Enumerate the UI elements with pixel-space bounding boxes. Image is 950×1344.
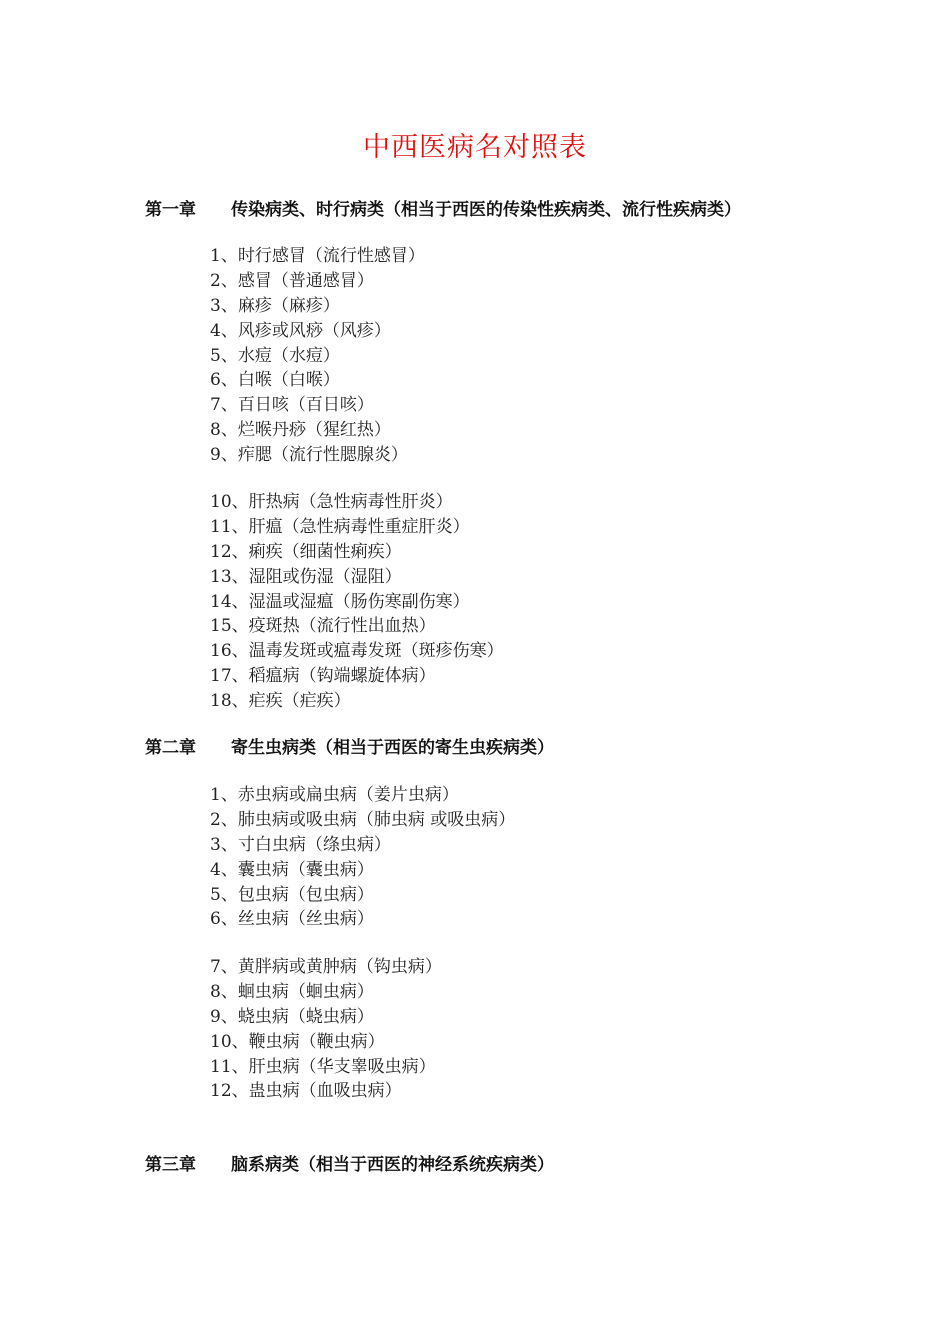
chapter-2-list-b [210, 955, 442, 1104]
list-item: 12、蛊虫病（血吸虫病） [210, 1081, 402, 1102]
chapter-heading-3 [145, 1152, 554, 1178]
list-item: 7、百日咳（百日咳） [210, 395, 374, 416]
list-item: 18、疟疾（疟疾） [210, 691, 351, 712]
list-item: 8、烂喉丹痧（猩红热） [210, 420, 391, 441]
list-item: 4、风疹或风痧（风疹） [210, 320, 391, 341]
list-item: 6、白喉（白喉） [210, 370, 340, 391]
list-item: 9、痄腮（流行性腮腺炎） [210, 445, 408, 466]
list-item: 3、麻疹（麻疹） [210, 295, 340, 316]
list-item: 10、鞭虫病（鞭虫病） [210, 1031, 385, 1052]
list-item: 6、丝虫病（丝虫病） [210, 909, 374, 930]
list-item: 13、湿阻或伤湿（湿阻） [210, 566, 402, 587]
document-title: 中西医病名对照表 [363, 132, 587, 163]
list-item: 16、温毒发斑或瘟毒发斑（斑疹伤寒） [210, 641, 504, 662]
chapter-title: 寄生虫病类（相当于西医的寄生虫疾病类） [231, 738, 554, 758]
list-item: 1、赤虫病或扁虫病（姜片虫病） [210, 785, 459, 805]
list-item: 5、水痘（水痘） [210, 345, 340, 366]
list-item: 2、感冒（普通感冒） [210, 270, 374, 291]
list-item: 4、囊虫病（囊虫病） [210, 859, 374, 880]
chapter-number: 第二章 [145, 738, 196, 758]
list-item: 2、肺虫病或吸虫病（肺虫病 或吸虫病） [210, 809, 516, 830]
list-item: 17、稻瘟病（钩端螺旋体病） [210, 666, 436, 687]
list-item: 11、肝瘟（急性病毒性重症肝炎） [210, 516, 470, 537]
chapter-title: 脑系病类（相当于西医的神经系统疾病类） [231, 1155, 554, 1175]
list-item: 8、蛔虫病（蛔虫病） [210, 981, 374, 1002]
chapter-1-list-b [210, 490, 504, 714]
list-item: 1、时行感冒（流行性感冒） [210, 246, 425, 266]
chapter-2-list-a [210, 783, 515, 932]
list-item: 15、疫斑热（流行性出血热） [210, 616, 436, 637]
list-item: 7、黄胖病或黄肿病（钩虫病） [210, 957, 442, 977]
list-item: 10、肝热病（急性病毒性肝炎） [210, 492, 453, 512]
list-item: 12、痢疾（细菌性痢疾） [210, 541, 402, 562]
list-item: 14、湿温或湿瘟（肠伤寒副伤寒） [210, 591, 470, 612]
chapter-number: 第三章 [145, 1155, 196, 1175]
chapter-title: 传染病类、时行病类（相当于西医的传染性疾病类、流行性疾病类） [231, 200, 741, 220]
list-item: 9、蛲虫病（蛲虫病） [210, 1006, 374, 1027]
list-item: 11、肝虫病（华支睾吸虫病） [210, 1056, 436, 1077]
chapter-1-list-a [210, 244, 425, 468]
chapter-heading-1 [145, 197, 741, 223]
chapter-heading-2 [145, 735, 554, 761]
chapter-number: 第一章 [145, 200, 196, 220]
list-item: 3、寸白虫病（绦虫病） [210, 834, 391, 855]
list-item: 5、包虫病（包虫病） [210, 884, 374, 905]
